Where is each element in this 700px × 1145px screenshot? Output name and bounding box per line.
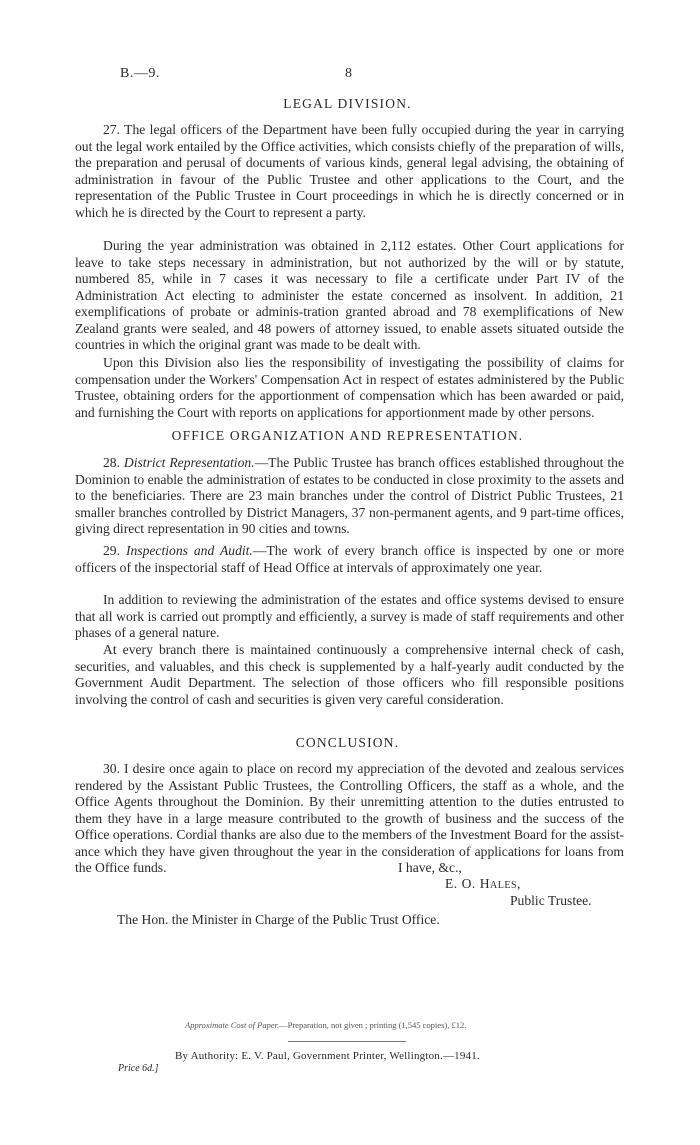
paragraph-28: 28. District Representation.—The Public Trustee has branch offices established throughout the Dominion to enable the administration of estates to be conducted in close proximity to the assets and to the beneficiaries. There are 23 main branches under the control of District Public Trustees, 21 smaller branches controlled by District Managers, 37 non-permanent agents, and 9 part-time offices, giving direct representation in 90 cities and towns. bbox=[75, 455, 624, 537]
paragraph-workers-compensation: Upon this Division also lies the responsibility of investigating the possibility of claims for compensation under the Workers' Compensation Act in respect of estates administered by the Public Trustee, obtaining orders for the apportionment of compensation which has been awarded or paid, and furnishing the Court with reports on applications for apportionment made by other persons. bbox=[75, 355, 624, 420]
footer-rule bbox=[288, 1041, 406, 1042]
section-heading-conclusion: CONCLUSION. bbox=[295, 735, 400, 750]
paragraph-29-title: Inspections and Audit. bbox=[125, 543, 253, 558]
paragraph-internal-check: At every branch there is maintained continuously a comprehensive internal check of cash, securities, and valuables, and this check is supplemented by a half-yearly audit conducted by the Government Audit Department. The selection of those officers who fill responsible positions involving the control of cash and securities is given very careful consideration. bbox=[75, 642, 624, 707]
signature-name: E. O. Hales, bbox=[445, 876, 521, 891]
paragraph-office-systems: In addition to reviewing the administration of the estates and office systems devised to ensure that all work is carried out promptly and efficiently, a survey is made of staff requirements and other phases of a general nature. bbox=[75, 592, 624, 641]
cost-footnote: Approximate Cost of Paper.—Preparation, not given ; printing (1,545 copies), £12. bbox=[185, 1020, 467, 1030]
paragraph-28-title: District Representation. bbox=[123, 455, 255, 470]
section-heading-office: OFFICE ORGANIZATION AND REPRESENTATION. bbox=[171, 428, 524, 443]
paragraph-administration-stats: During the year administration was obtained in 2,112 estates. Other Court applications for leave to take steps necessary in administration, but not authorized by the will or by statute, numbered 85, while in 7 cases it was necessary to file a certificate under Part IV of the Administration Act electing to administer the estate concerned as insolvent. In addition, 21 exemplifications of probate or adminis-tration granted abroad and 78 exemplifications of New Zealand grants were sealed, and 48 powers of attorney issued, to enable assets situated outside the countries in which the original grant was made to be dealt with. bbox=[75, 238, 624, 353]
printer-imprint: By Authority: E. V. Paul, Government Printer, Wellington.—1941. bbox=[175, 1050, 480, 1062]
report-reference: B.—9. bbox=[120, 66, 160, 81]
page-number: 8 bbox=[345, 66, 353, 81]
paragraph-29: 29. Inspections and Audit.—The work of every branch office is inspected by one or more officers of the inspectorial staff of Head Office at intervals of approximately one year. bbox=[75, 543, 624, 575]
paragraph-30: 30. I desire once again to place on record my appreciation of the devoted and zealous services rendered by the Assistant Public Trustees, the Controlling Officers, the staff as a whole, and the Office Agents throughout the Dominion. By their unremitting attention to the duties entrusted to them they have in a large measure contributed to the growth of business and the success of the Office operations. Cordial thanks are also due to the members of the Investment Board for the assist-ance which they have given throughout the year in the consideration of applications for loans from the Office funds. bbox=[75, 761, 624, 876]
signature-closing: I have, &c., bbox=[398, 860, 462, 875]
signature-title: Public Trustee. bbox=[510, 893, 592, 908]
price-note: Price 6d.] bbox=[118, 1063, 159, 1074]
addressee: The Hon. the Minister in Charge of the Public Trust Office. bbox=[117, 912, 440, 927]
section-heading-legal: LEGAL DIVISION. bbox=[283, 96, 412, 111]
paragraph-27: 27. The legal officers of the Department have been fully occupied during the year in carrying out the legal work entailed by the Office activities, which consists chiefly of the preparation of wills, the preparation and perusal of documents of various kinds, general legal advising, the obtaining of administration in favour of the Public Trustee and other applications to the Court, and the representation of the Public Trustee in Court proceedings in which he is directly concerned or in which he is directed by the Court to represent a party. bbox=[75, 122, 624, 220]
